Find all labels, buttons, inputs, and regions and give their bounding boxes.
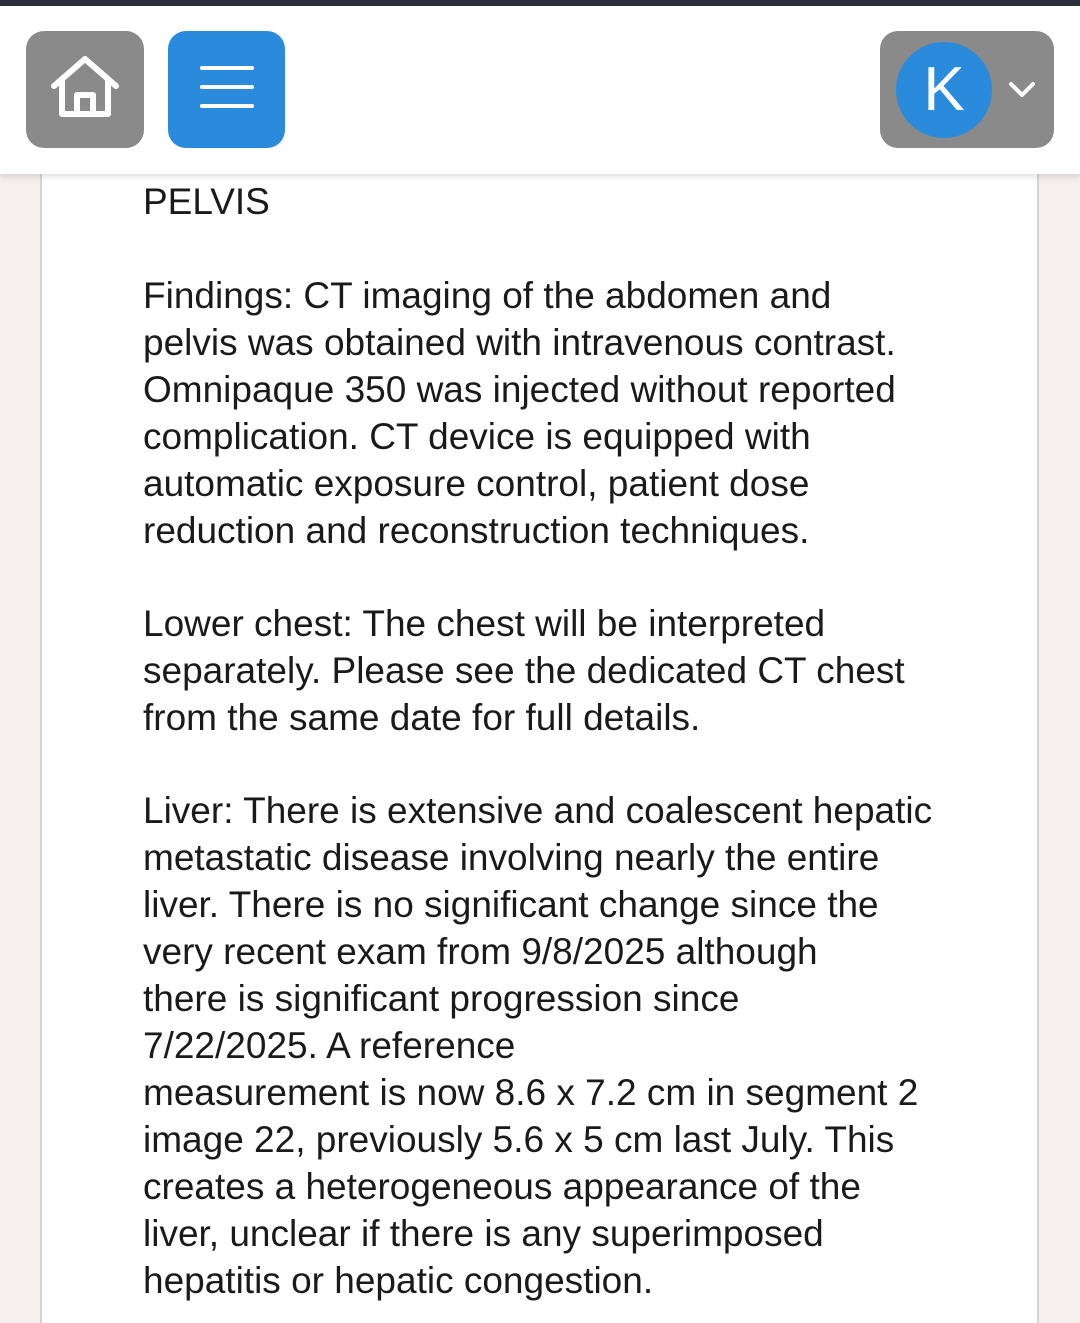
chevron-down-icon (1004, 72, 1040, 108)
report-heading-fragment: PELVIS (143, 181, 270, 222)
liver-paragraph: Liver: There is extensive and coalescent hepatic metastatic disease involving nearly the entire liver. There is no significant change since the very recent exam from 9/8/2025 although there is significant progression since 7/22/2025. A reference measurement is now 8.6 x 7.2 cm in segment 2 image 22, previously 5.6 x 5 cm last July. This creates a heterogeneous appearance of the liver, unclear if there is any superimposed hepatitis or hepatic congestion. (143, 790, 933, 1301)
findings-paragraph: Findings: CT imaging of the abdomen and pelvis was obtained with intravenous contrast. Omnipaque 350 was injected without reported complication. CT device is equipped with automatic exposure control, patient dose reduction and reconstruction techniques. (143, 275, 896, 551)
report-body (143, 178, 1043, 1323)
house-icon (48, 54, 122, 125)
home-button[interactable] (26, 31, 144, 148)
menu-button[interactable] (168, 31, 285, 148)
account-menu-button[interactable] (880, 31, 1054, 148)
lower-chest-paragraph: Lower chest: The chest will be interpreted separately. Please see the dedicated CT chest from the same date for full details. (143, 603, 905, 738)
top-navigation-bar (0, 6, 1080, 174)
hamburger-menu-icon (199, 62, 255, 117)
user-avatar: K (896, 42, 992, 138)
